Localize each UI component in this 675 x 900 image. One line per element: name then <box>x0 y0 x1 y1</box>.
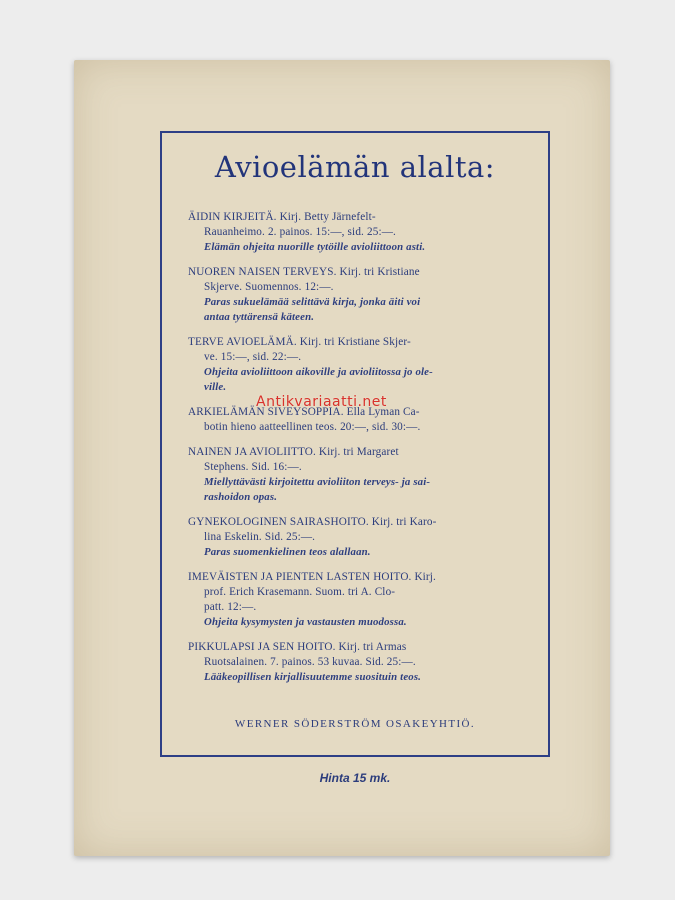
book-description-line: Ohjeita kysymysten ja vastausten muodossa. <box>204 616 407 628</box>
book-title-line: GYNEKOLOGINEN SAIRASHOITO. Kirj. tri Karo- <box>188 516 437 528</box>
book-detail-line: lina Eskelin. Sid. 25:—. <box>204 531 316 543</box>
book-description-line: ville. <box>204 381 227 393</box>
book-description-line: Miellyttävästi kirjoitettu avioliiton terveys- ja sai- <box>204 476 431 488</box>
publisher-name: WERNER SÖDERSTRÖM OSAKEYHTIÖ. <box>234 718 476 730</box>
book-title-line: NAINEN JA AVIOLIITTO. Kirj. tri Margaret <box>188 446 399 458</box>
book-detail-line: botin hieno aatteellinen teos. 20:—, sid. 30:—. <box>204 421 421 433</box>
book-entry <box>188 515 528 560</box>
book-entry <box>188 445 528 505</box>
price-label: Hinta 15 mk. <box>319 771 391 785</box>
book-detail-line: prof. Erich Krasemann. Suom. tri A. Clo- <box>204 586 396 598</box>
book-detail-line: ve. 15:—, sid. 22:—. <box>204 351 302 363</box>
book-entry <box>188 265 528 325</box>
book-detail-line: Ruotsalainen. 7. painos. 53 kuvaa. Sid. 25:—. <box>204 656 416 668</box>
book-description-line: Paras sukuelämää selittävä kirja, jonka äiti voi <box>204 296 421 308</box>
page-title: Avioelämän alalta: <box>214 150 496 184</box>
book-description-line: Ohjeita avioliittoon aikoville ja avioliitossa jo ole- <box>204 366 433 378</box>
book-entry <box>188 570 528 630</box>
book-detail-line: patt. 12:—. <box>204 601 257 613</box>
book-title-line: TERVE AVIOELÄMÄ. Kirj. tri Kristiane Skjer- <box>188 336 411 348</box>
book-detail-line: Stephens. Sid. 16:—. <box>204 461 302 473</box>
book-title-line: ÄIDIN KIRJEITÄ. Kirj. Betty Järnefelt- <box>188 211 376 223</box>
book-detail-line: Skjerve. Suomennos. 12:—. <box>204 281 334 293</box>
book-title-line: ARKIELÄMÄN SIVEYSOPPIA. Ella Lyman Ca- <box>188 406 420 418</box>
watermark-text: Antikvariaatti.net <box>256 394 387 410</box>
book-list <box>188 210 528 695</box>
book-description-line: antaa tyttärensä käteen. <box>204 311 315 323</box>
book-detail-line: Rauanheimo. 2. painos. 15:—, sid. 25:—. <box>204 226 396 238</box>
book-description-line: Lääkeopillisen kirjallisuutemme suosituin teos. <box>204 671 422 683</box>
book-title-line: IMEVÄISTEN JA PIENTEN LASTEN HOITO. Kirj. <box>188 571 437 583</box>
book-entry <box>188 335 528 395</box>
book-entry <box>188 640 528 685</box>
book-description-line: Elämän ohjeita nuorille tytöille avioliittoon asti. <box>204 241 426 253</box>
book-description-line: Paras suomenkielinen teos alallaan. <box>204 546 371 558</box>
book-title-line: PIKKULAPSI JA SEN HOITO. Kirj. tri Armas <box>188 641 407 653</box>
book-description-line: rashoidon opas. <box>204 491 278 503</box>
book-title-line: NUOREN NAISEN TERVEYS. Kirj. tri Kristiane <box>188 266 420 278</box>
book-entry <box>188 210 528 255</box>
